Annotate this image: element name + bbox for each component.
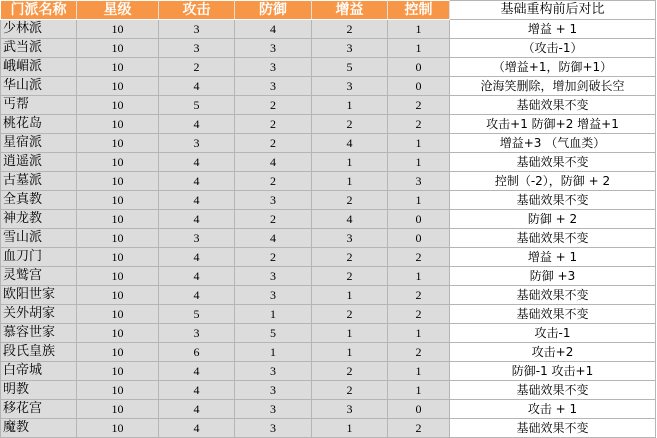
comparison-note-cell[interactable]: 基础效果不变	[450, 286, 656, 305]
attack-cell[interactable]: 4	[159, 286, 235, 305]
buff-cell[interactable]: 4	[312, 210, 388, 229]
buff-cell[interactable]: 3	[312, 77, 388, 96]
attack-cell[interactable]: 6	[159, 343, 235, 362]
comparison-note-cell[interactable]: （增益+1，防御+1）	[450, 58, 656, 77]
control-cell[interactable]: 0	[388, 58, 450, 77]
star-cell[interactable]: 10	[77, 134, 159, 153]
defense-cell[interactable]: 2	[235, 134, 312, 153]
buff-cell[interactable]: 1	[312, 153, 388, 172]
buff-cell[interactable]: 5	[312, 58, 388, 77]
control-cell[interactable]: 2	[388, 286, 450, 305]
comparison-note-cell[interactable]: （攻击-1）	[450, 39, 656, 58]
defense-cell[interactable]: 3	[235, 39, 312, 58]
star-cell[interactable]: 10	[77, 267, 159, 286]
attack-cell[interactable]: 4	[159, 381, 235, 400]
attack-cell[interactable]: 4	[159, 77, 235, 96]
buff-cell[interactable]: 3	[312, 229, 388, 248]
attack-cell[interactable]: 4	[159, 400, 235, 419]
table-row	[1, 267, 656, 286]
control-cell[interactable]: 0	[388, 400, 450, 419]
comparison-note-cell[interactable]: 增益 + 1	[450, 20, 656, 39]
header-cell-buff[interactable]: 增益	[312, 1, 388, 20]
defense-cell[interactable]: 3	[235, 267, 312, 286]
sect-name-cell[interactable]: 全真教	[1, 191, 77, 210]
sect-name-cell[interactable]: 武当派	[1, 39, 77, 58]
sect-name-cell[interactable]: 华山派	[1, 77, 77, 96]
table-row	[1, 286, 656, 305]
control-cell[interactable]: 1	[388, 191, 450, 210]
buff-cell[interactable]: 2	[312, 20, 388, 39]
sect-name-cell[interactable]: 雪山派	[1, 229, 77, 248]
attack-cell[interactable]: 5	[159, 305, 235, 324]
sect-name-cell[interactable]: 星宿派	[1, 134, 77, 153]
defense-cell[interactable]: 3	[235, 381, 312, 400]
control-cell[interactable]: 2	[388, 343, 450, 362]
sect-name-cell[interactable]: 丐帮	[1, 96, 77, 115]
control-cell[interactable]: 1	[388, 134, 450, 153]
star-cell[interactable]: 10	[77, 419, 159, 438]
sect-name-cell[interactable]: 白帝城	[1, 362, 77, 381]
control-cell[interactable]: 0	[388, 210, 450, 229]
comparison-note-cell[interactable]: 防御 +3	[450, 267, 656, 286]
attack-cell[interactable]: 5	[159, 96, 235, 115]
star-cell[interactable]: 10	[77, 77, 159, 96]
table-row	[1, 153, 656, 172]
attack-cell[interactable]: 4	[159, 248, 235, 267]
star-cell[interactable]: 10	[77, 39, 159, 58]
sect-name-cell[interactable]: 神龙教	[1, 210, 77, 229]
table-body	[1, 20, 656, 438]
attack-cell[interactable]: 3	[159, 20, 235, 39]
defense-cell[interactable]: 1	[235, 343, 312, 362]
buff-cell[interactable]: 2	[312, 248, 388, 267]
attack-cell[interactable]: 4	[159, 267, 235, 286]
table-row	[1, 115, 656, 134]
comparison-note-cell[interactable]: 控制（-2），防御 + 2	[450, 172, 656, 191]
control-cell[interactable]: 1	[388, 267, 450, 286]
sect-name-cell[interactable]: 桃花岛	[1, 115, 77, 134]
star-cell[interactable]: 10	[77, 153, 159, 172]
header-row	[1, 1, 656, 20]
defense-cell[interactable]: 2	[235, 96, 312, 115]
buff-cell[interactable]: 1	[312, 286, 388, 305]
defense-cell[interactable]: 4	[235, 153, 312, 172]
table-row	[1, 381, 656, 400]
table-row	[1, 343, 656, 362]
sect-name-cell[interactable]: 欧阳世家	[1, 286, 77, 305]
table-row	[1, 248, 656, 267]
attack-cell[interactable]: 4	[159, 362, 235, 381]
control-cell[interactable]: 0	[388, 229, 450, 248]
defense-cell[interactable]: 4	[235, 20, 312, 39]
attack-cell[interactable]: 3	[159, 39, 235, 58]
star-cell[interactable]: 10	[77, 96, 159, 115]
sect-name-cell[interactable]: 明教	[1, 381, 77, 400]
attack-cell[interactable]: 3	[159, 229, 235, 248]
star-cell[interactable]: 10	[77, 172, 159, 191]
sect-name-cell[interactable]: 少林派	[1, 20, 77, 39]
table-row	[1, 172, 656, 191]
table-row	[1, 77, 656, 96]
comparison-note-cell[interactable]: 攻击+2	[450, 343, 656, 362]
defense-cell[interactable]: 2	[235, 172, 312, 191]
star-cell[interactable]: 10	[77, 343, 159, 362]
table-row	[1, 229, 656, 248]
table-row	[1, 210, 656, 229]
star-cell[interactable]: 10	[77, 362, 159, 381]
comparison-note-cell[interactable]: 基础效果不变	[450, 191, 656, 210]
sect-name-cell[interactable]: 魔教	[1, 419, 77, 438]
control-cell[interactable]: 2	[388, 248, 450, 267]
control-cell[interactable]: 2	[388, 305, 450, 324]
defense-cell[interactable]: 3	[235, 58, 312, 77]
attack-cell[interactable]: 4	[159, 210, 235, 229]
table-row	[1, 96, 656, 115]
buff-cell[interactable]: 1	[312, 324, 388, 343]
control-cell[interactable]: 1	[388, 20, 450, 39]
table-row	[1, 305, 656, 324]
control-cell[interactable]: 2	[388, 419, 450, 438]
table-row	[1, 134, 656, 153]
comparison-note-cell[interactable]: 防御 + 2	[450, 210, 656, 229]
header-cell-star[interactable]: 星级	[77, 1, 159, 20]
defense-cell[interactable]: 5	[235, 324, 312, 343]
sect-name-cell[interactable]: 古墓派	[1, 172, 77, 191]
sect-name-cell[interactable]: 灵鹫宫	[1, 267, 77, 286]
buff-cell[interactable]: 1	[312, 172, 388, 191]
star-cell[interactable]: 10	[77, 229, 159, 248]
attack-cell[interactable]: 4	[159, 191, 235, 210]
table-row	[1, 362, 656, 381]
table-row	[1, 39, 656, 58]
star-cell[interactable]: 10	[77, 115, 159, 134]
comparison-note-cell[interactable]: 基础效果不变	[450, 153, 656, 172]
attack-cell[interactable]: 4	[159, 115, 235, 134]
sect-name-cell[interactable]: 血刀门	[1, 248, 77, 267]
control-cell[interactable]: 2	[388, 96, 450, 115]
comparison-note-cell[interactable]: 攻击-1	[450, 324, 656, 343]
buff-cell[interactable]: 4	[312, 134, 388, 153]
attack-cell[interactable]: 3	[159, 324, 235, 343]
defense-cell[interactable]: 3	[235, 400, 312, 419]
star-cell[interactable]: 10	[77, 324, 159, 343]
comparison-note-cell[interactable]: 攻击+1 防御+2 增益+1	[450, 115, 656, 134]
comparison-note-cell[interactable]: 基础效果不变	[450, 305, 656, 324]
control-cell[interactable]: 1	[388, 324, 450, 343]
table-row	[1, 419, 656, 438]
buff-cell[interactable]: 2	[312, 362, 388, 381]
table-row	[1, 191, 656, 210]
attack-cell[interactable]: 4	[159, 153, 235, 172]
attack-cell[interactable]: 4	[159, 172, 235, 191]
comparison-note-cell[interactable]: 攻击 + 1	[450, 400, 656, 419]
buff-cell[interactable]: 3	[312, 400, 388, 419]
sect-name-cell[interactable]: 关外胡家	[1, 305, 77, 324]
buff-cell[interactable]: 2	[312, 115, 388, 134]
sect-name-cell[interactable]: 移花宫	[1, 400, 77, 419]
table-row	[1, 58, 656, 77]
star-cell[interactable]: 10	[77, 248, 159, 267]
table-row	[1, 324, 656, 343]
defense-cell[interactable]: 2	[235, 115, 312, 134]
control-cell[interactable]: 1	[388, 39, 450, 58]
control-cell[interactable]: 2	[388, 115, 450, 134]
header-cell-comparison[interactable]: 基础重构前后对比	[450, 1, 656, 20]
star-cell[interactable]: 10	[77, 191, 159, 210]
control-cell[interactable]: 1	[388, 153, 450, 172]
control-cell[interactable]: 1	[388, 362, 450, 381]
sect-name-cell[interactable]: 段氏皇族	[1, 343, 77, 362]
attack-cell[interactable]: 4	[159, 419, 235, 438]
defense-cell[interactable]: 3	[235, 362, 312, 381]
comparison-note-cell[interactable]: 基础效果不变	[450, 419, 656, 438]
star-cell[interactable]: 10	[77, 381, 159, 400]
defense-cell[interactable]: 4	[235, 229, 312, 248]
buff-cell[interactable]: 2	[312, 305, 388, 324]
star-cell[interactable]: 10	[77, 210, 159, 229]
star-cell[interactable]: 10	[77, 58, 159, 77]
table-row	[1, 20, 656, 39]
header-cell-control[interactable]: 控制	[388, 1, 450, 20]
defense-cell[interactable]: 3	[235, 191, 312, 210]
buff-cell[interactable]: 2	[312, 267, 388, 286]
sect-name-cell[interactable]: 慕容世家	[1, 324, 77, 343]
defense-cell[interactable]: 2	[235, 248, 312, 267]
table-row	[1, 400, 656, 419]
header-cell-defense[interactable]: 防御	[235, 1, 312, 20]
defense-cell[interactable]: 1	[235, 305, 312, 324]
comparison-note-cell[interactable]: 防御-1 攻击+1	[450, 362, 656, 381]
buff-cell[interactable]: 3	[312, 39, 388, 58]
buff-cell[interactable]: 1	[312, 343, 388, 362]
comparison-note-cell[interactable]: 沧海笑删除，增加剑破长空	[450, 77, 656, 96]
control-cell[interactable]: 3	[388, 172, 450, 191]
star-cell[interactable]: 10	[77, 305, 159, 324]
comparison-note-cell[interactable]: 增益 + 1	[450, 248, 656, 267]
control-cell[interactable]: 0	[388, 77, 450, 96]
header-cell-name[interactable]: 门派名称	[1, 1, 77, 20]
buff-cell[interactable]: 2	[312, 381, 388, 400]
defense-cell[interactable]: 3	[235, 77, 312, 96]
buff-cell[interactable]: 1	[312, 419, 388, 438]
comparison-note-cell[interactable]: 基础效果不变	[450, 229, 656, 248]
attack-cell[interactable]: 3	[159, 134, 235, 153]
comparison-note-cell[interactable]: 基础效果不变	[450, 96, 656, 115]
comparison-note-cell[interactable]: 基础效果不变	[450, 381, 656, 400]
defense-cell[interactable]: 3	[235, 286, 312, 305]
sect-name-cell[interactable]: 峨嵋派	[1, 58, 77, 77]
header-cell-attack[interactable]: 攻击	[159, 1, 235, 20]
comparison-note-cell[interactable]: 增益+3 （气血类）	[450, 134, 656, 153]
control-cell[interactable]: 1	[388, 381, 450, 400]
sect-name-cell[interactable]: 逍遥派	[1, 153, 77, 172]
defense-cell[interactable]: 2	[235, 210, 312, 229]
attack-cell[interactable]: 2	[159, 58, 235, 77]
defense-cell[interactable]: 3	[235, 419, 312, 438]
star-cell[interactable]: 10	[77, 286, 159, 305]
buff-cell[interactable]: 1	[312, 96, 388, 115]
buff-cell[interactable]: 2	[312, 191, 388, 210]
star-cell[interactable]: 10	[77, 400, 159, 419]
star-cell[interactable]: 10	[77, 20, 159, 39]
